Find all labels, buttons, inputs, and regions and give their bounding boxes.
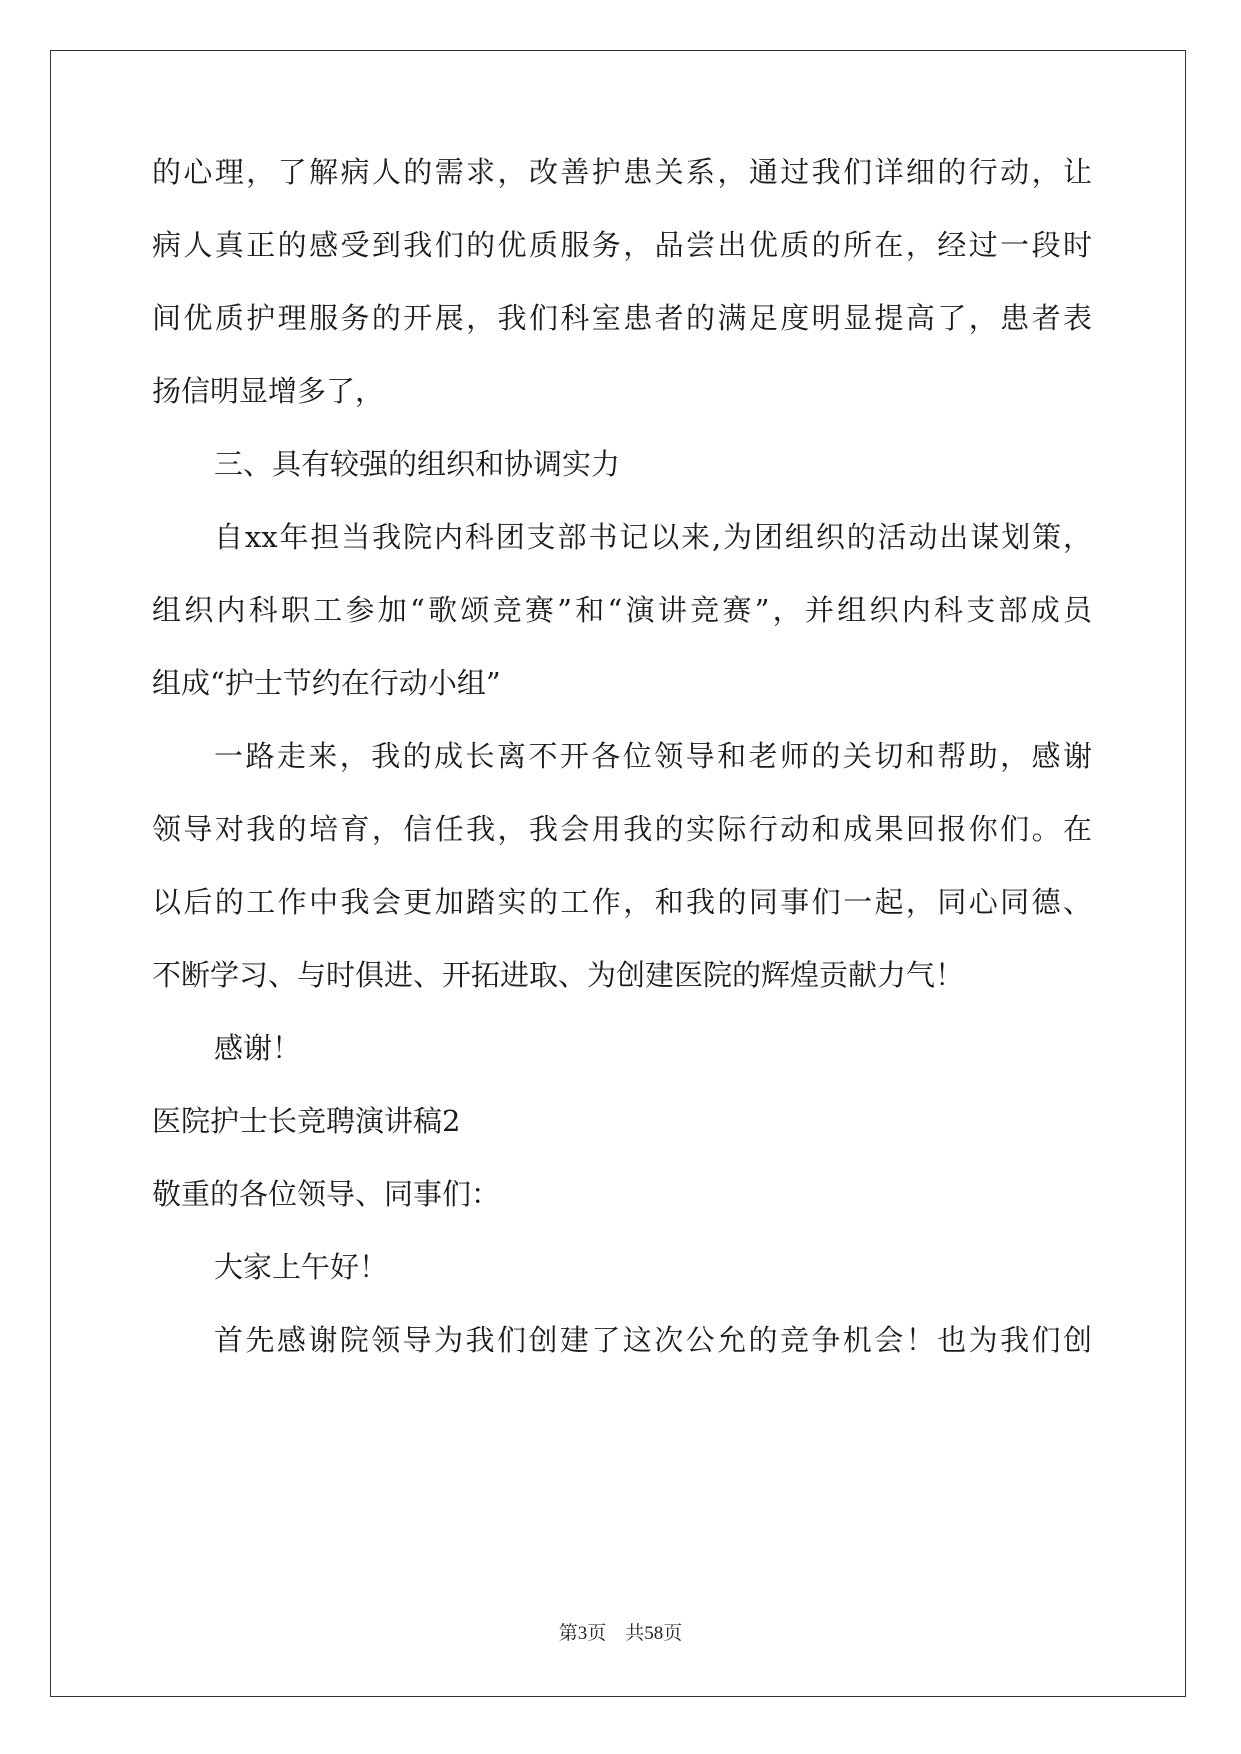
body-line: 间优质护理服务的开展，我们科室患者的满足度明显提高了，患者表 xyxy=(152,301,1092,335)
closing-thanks: 感谢！ xyxy=(214,1031,302,1065)
body-line: 的心理，了解病人的需求，改善护患关系，通过我们详细的行动，让 xyxy=(152,155,1092,189)
body-line: 以后的工作中我会更加踏实的工作，和我的同事们一起，同心同德、 xyxy=(152,885,1092,919)
paragraph-first-line: 自xx年担当我院内科团支部书记以来,为团组织的活动出谋划策， xyxy=(214,520,1092,554)
paragraph-first-line: 首先感谢院领导为我们创建了这次公允的竞争机会！也为我们创 xyxy=(214,1323,1092,1357)
salutation: 敬重的各位领导、同事们： xyxy=(152,1177,501,1211)
body-line: 扬信明显增多了， xyxy=(152,374,385,408)
body-line: 组成“护士节约在行动小组” xyxy=(152,666,501,700)
greeting: 大家上午好！ xyxy=(214,1250,389,1284)
body-line: 组织内科职工参加“歌颂竞赛”和“演讲竞赛”，并组织内科支部成员 xyxy=(152,593,1092,627)
body-line: 病人真正的感受到我们的优质服务，品尝出优质的所在，经过一段时 xyxy=(152,228,1092,262)
body-line: 不断学习、与时俱进、开拓进取、为创建医院的辉煌贡献力气！ xyxy=(152,958,965,992)
page-number-footer: 第3页 共58页 xyxy=(558,1623,683,1644)
body-line: 领导对我的培育，信任我，我会用我的实际行动和成果回报你们。在 xyxy=(152,812,1092,846)
speech-title: 医院护士长竞聘演讲稿2 xyxy=(152,1104,461,1138)
section-heading: 三、具有较强的组织和协调实力 xyxy=(214,447,621,481)
paragraph-first-line: 一路走来，我的成长离不开各位领导和老师的关切和帮助，感谢 xyxy=(214,739,1092,773)
